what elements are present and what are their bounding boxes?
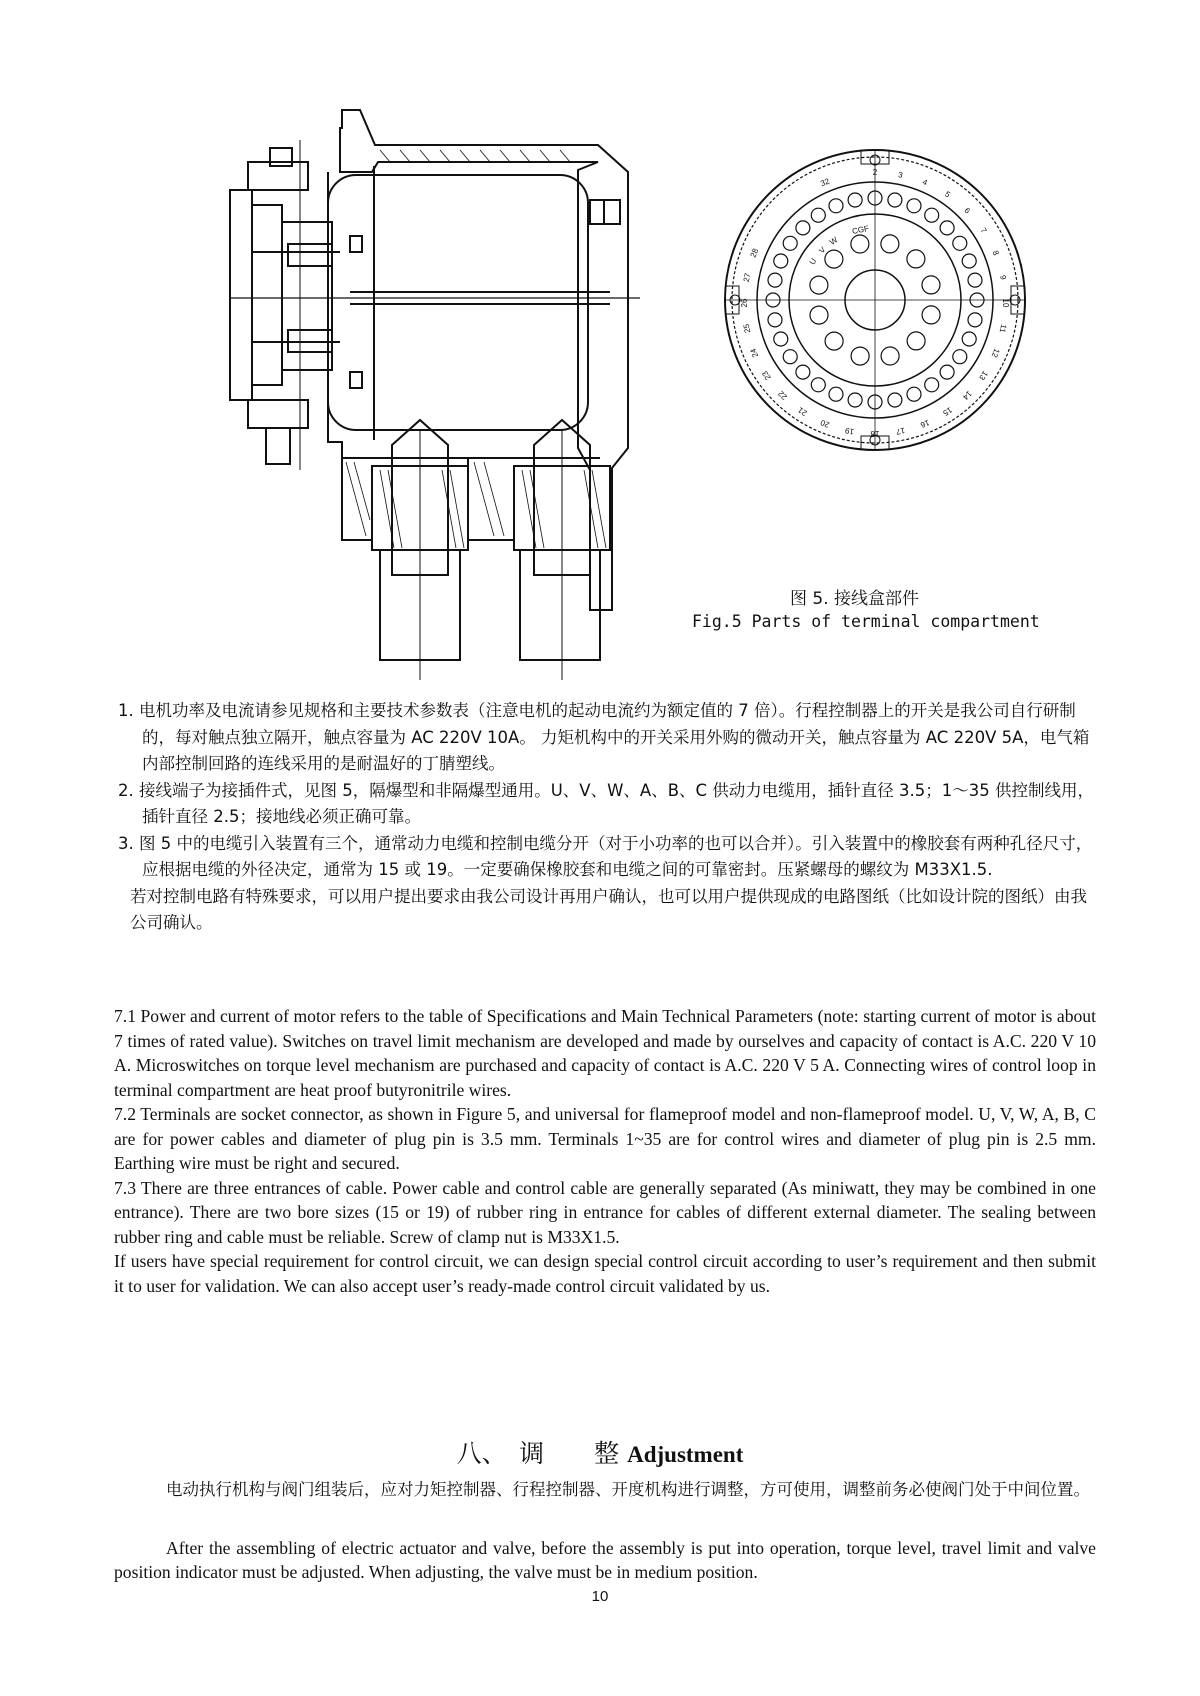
terminal-label: 22 xyxy=(776,388,790,402)
cn-note-extra: 若对控制电路有特殊要求，可以用户提出要求由我公司设计再用户确认，也可以用户提供现成的电路图纸（比如设计院的图纸）由我公司确认。 xyxy=(130,886,1087,932)
figure-caption-cn: 图 5. 接线盒部件 xyxy=(790,589,920,609)
section8-text-en: After the assembling of electric actuator and valve, before the assembly is put into operation, torque level, travel limit and valve position indicator must be adjusted. When adjusting, the valve must be in medium position. xyxy=(114,1538,1096,1582)
terminal-pin xyxy=(953,350,967,364)
terminal-label: 13 xyxy=(977,369,990,382)
cn-notes xyxy=(118,698,1098,937)
terminal-label: 25 xyxy=(741,323,753,334)
terminal-pin xyxy=(962,254,976,268)
terminal-pin xyxy=(768,273,782,287)
terminal-label: 18 xyxy=(870,429,880,438)
terminal-label: 12 xyxy=(989,347,1002,359)
terminal-pin xyxy=(829,199,843,213)
terminal-label: 17 xyxy=(895,425,906,437)
section-heading xyxy=(0,1434,1200,1470)
terminal-pin xyxy=(940,365,954,379)
terminal-label: 2 xyxy=(872,168,878,177)
terminal-label: 23 xyxy=(760,369,773,382)
power-pin xyxy=(851,347,869,365)
power-pin xyxy=(825,332,843,350)
figure-caption-en: Fig.5 Parts of terminal compartment xyxy=(692,612,1040,631)
terminal-pin xyxy=(925,208,939,222)
terminal-pin xyxy=(962,332,976,346)
terminal-label: 7 xyxy=(978,226,989,235)
terminal-pin xyxy=(968,273,982,287)
terminal-pin xyxy=(796,221,810,235)
terminal-pin xyxy=(774,332,788,346)
terminal-label: V xyxy=(817,245,828,256)
en-notes xyxy=(114,1004,1096,1298)
section8-para-cn xyxy=(114,1476,1096,1503)
terminal-pin xyxy=(811,208,825,222)
power-pin xyxy=(922,276,940,294)
cn-note-3: 3. 图 5 中的电缆引入装置有三个，通常动力电缆和控制电缆分开（对于小功率的也可以合并）。引入装置中的橡胶套有两种孔径尺寸，应根据电缆的外径决定，通常为 15 或 19。一定要确保橡胶套和电缆之间的可靠密封。压紧螺母的螺纹为 M33X1.5. xyxy=(118,833,1093,879)
terminal-label: 28 xyxy=(748,247,761,259)
terminal-label: 5 xyxy=(943,189,952,200)
terminal-pin xyxy=(783,236,797,250)
terminal-pin xyxy=(848,393,862,407)
terminal-pin xyxy=(848,193,862,207)
terminal-label: 4 xyxy=(921,177,929,188)
terminal-label: 21 xyxy=(796,405,809,418)
terminal-pin xyxy=(829,387,843,401)
en-note-7-3: 7.3 There are three entrances of cable. Power cable and control cable are generally separated (As miniwatt, they may be combined in one entrance). There are two bore sizes (15 or 19) of rubber ring in entrance for cables of different external diameter. The sealing between rubber ring and cable must be reliable. Screw of clamp nut is M33X1.5. xyxy=(114,1177,1096,1247)
power-pin xyxy=(810,276,828,294)
power-pin xyxy=(881,235,899,253)
cn-note-1: 1. 电机功率及电流请参见规格和主要技术参数表（注意电机的起动电流约为额定值的 7 倍）。行程控制器上的开关是我公司自行研制的，每对触点独立隔开，触点容量为 AC 220V 10A。 力矩机构中的开关采用外购的微动开关，触点容量为 AC 220V 5A，电气箱内部控制回路的连线采用的是耐温好的丁腈塑线。 xyxy=(118,701,1090,773)
section-heading-en: Adjustment xyxy=(627,1442,744,1467)
power-pin xyxy=(810,306,828,324)
terminal-label: 3 xyxy=(897,170,904,180)
terminal-pin xyxy=(907,199,921,213)
en-note-7-2: 7.2 Terminals are socket connector, as shown in Figure 5, and universal for flameproof model and non-flameproof model. U, V, W, A, B, C are for power cables and diameter of plug pin is 3.5 mm. Terminals 1~35 are for control wires and diameter of plug pin is 2.5 mm. Earthing wire must be right and secured. xyxy=(114,1104,1096,1173)
terminal-pin xyxy=(783,350,797,364)
terminal-pin xyxy=(768,313,782,327)
power-pin xyxy=(922,306,940,324)
terminal-label: 15 xyxy=(941,405,954,418)
terminal-pin xyxy=(925,378,939,392)
terminal-label: 10 xyxy=(1001,298,1010,308)
terminal-label: 32 xyxy=(819,176,831,189)
terminal-label: 20 xyxy=(819,417,831,430)
terminal-pin xyxy=(796,365,810,379)
terminal-label: 27 xyxy=(741,272,753,283)
en-note-extra: If users have special requirement for control circuit, we can design special control circuit according to user’s requirement and then submit it to user for validation. We can also accept user’s ready-made control circuit validated by us. xyxy=(114,1251,1096,1296)
terminal-pin xyxy=(968,313,982,327)
power-pin xyxy=(907,332,925,350)
section-heading-cn: 八、 调 整 xyxy=(456,1439,620,1468)
power-pin xyxy=(907,250,925,268)
terminal-label: 6 xyxy=(962,205,973,216)
power-pin xyxy=(825,250,843,268)
terminal-label: 24 xyxy=(748,347,761,359)
terminal-label: 26 xyxy=(740,298,749,308)
terminal-pin xyxy=(888,193,902,207)
terminal-pin xyxy=(940,221,954,235)
terminal-label: 14 xyxy=(960,388,974,402)
cn-note-2: 2. 接线端子为接插件式，见图 5，隔爆型和非隔爆型通用。U、V、W、A、B、C 供动力电缆用，插针直径 3.5；1～35 供控制线用，插针直径 2.5；接地线必须正确可靠。 xyxy=(118,780,1095,826)
terminal-pin xyxy=(888,393,902,407)
terminal-pin xyxy=(953,236,967,250)
terminal-pin xyxy=(774,254,788,268)
en-note-7-1: 7.1 Power and current of motor refers to the table of Specifications and Main Technical Parameters (note: starting current of motor is about 7 times of rated value). Switches on travel limit mechanism are developed and made by ourselves and capacity of contact is A.C. 220 V 10 A. Microswitches on torque level mechanism are purchased and capacity of contact is A.C. 220 V 5 A. Connecting wires of control loop in terminal compartment are heat proof butyronitrile wires. xyxy=(114,1006,1096,1100)
section8-text-cn: 电动执行机构与阀门组装后，应对力矩控制器、行程控制器、开度机构进行调整，方可使用，调整前务必使阀门处于中间位置。 xyxy=(166,1480,1090,1499)
terminal-label: 9 xyxy=(998,274,1008,281)
terminal-label: U xyxy=(807,256,819,267)
terminal-pin xyxy=(811,378,825,392)
power-pin xyxy=(881,347,899,365)
power-pin xyxy=(851,235,869,253)
page-number: 10 xyxy=(591,1588,609,1605)
terminal-label: W xyxy=(827,235,840,247)
terminal-label: CGF xyxy=(851,223,870,237)
terminal-pin xyxy=(907,387,921,401)
terminal-label: 16 xyxy=(919,417,931,430)
section8-para-en xyxy=(114,1536,1096,1584)
terminal-label: 11 xyxy=(997,323,1009,334)
terminal-label: 19 xyxy=(844,425,855,437)
terminal-label: 8 xyxy=(990,249,1001,257)
terminal-plate-drawing xyxy=(720,145,1030,455)
